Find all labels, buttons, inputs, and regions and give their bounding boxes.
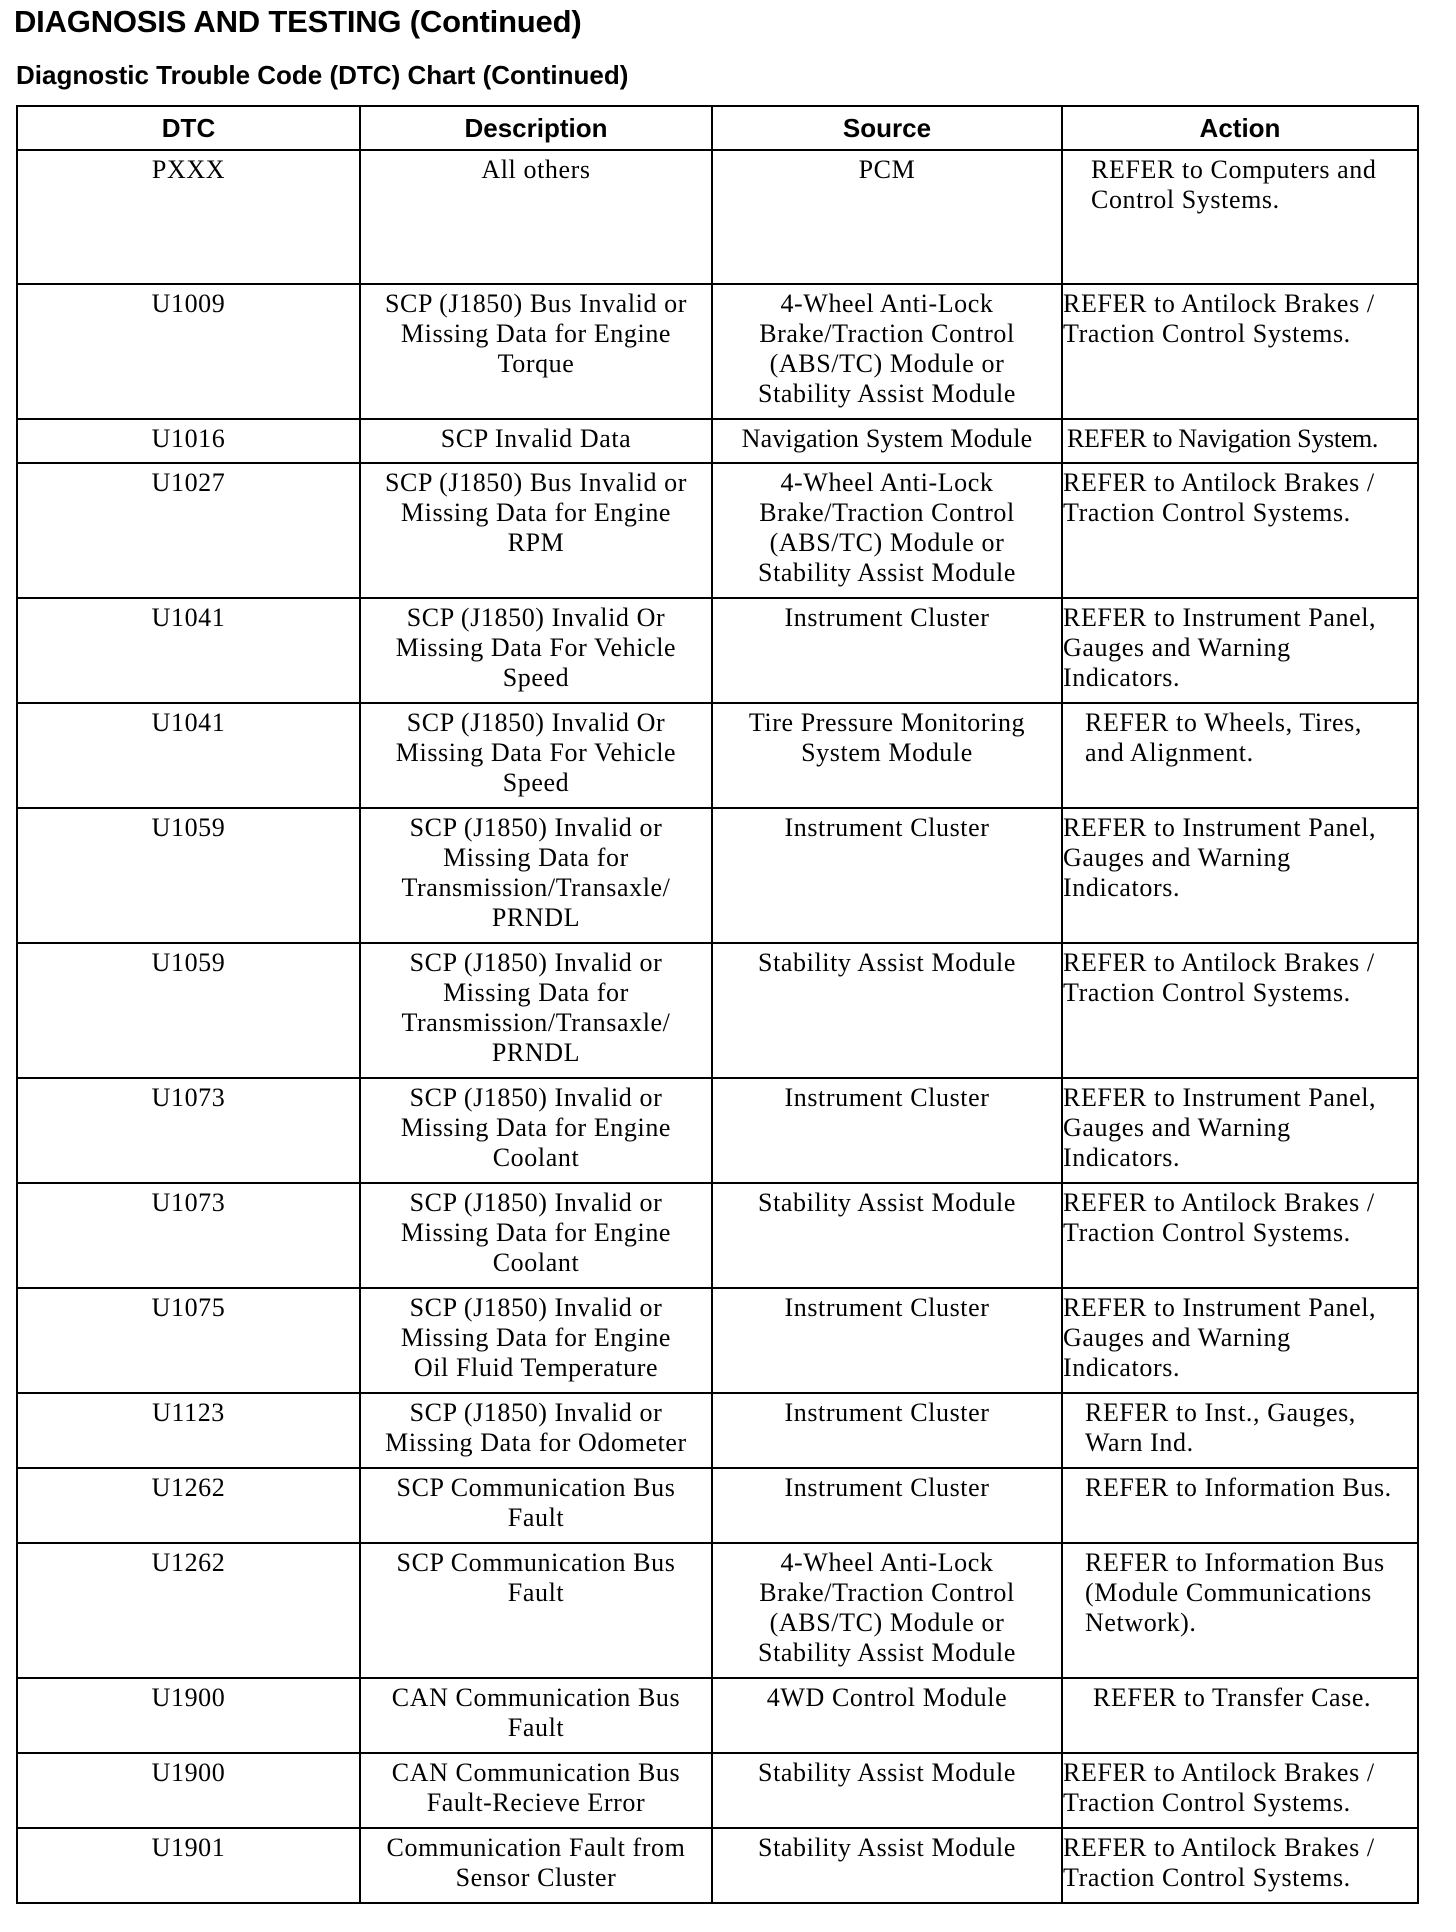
description-cell: SCP (J1850) Invalid or Missing Data for Engine Coolant	[360, 1078, 712, 1183]
action-cell: REFER to Information Bus.	[1062, 1468, 1418, 1543]
action-cell: REFER to Navigation System.	[1062, 419, 1418, 463]
dtc-cell: U1041	[17, 598, 360, 703]
table-row	[17, 150, 1418, 284]
description-cell: Communication Fault from Sensor Cluster	[360, 1828, 712, 1903]
table-row	[17, 1753, 1418, 1828]
page-heading: DIAGNOSIS AND TESTING (Continued)	[14, 4, 582, 39]
action-cell: REFER to Computers and Control Systems.	[1062, 150, 1418, 284]
action-cell: REFER to Antilock Brakes / Traction Control Systems.	[1062, 1828, 1418, 1903]
description-cell: SCP (J1850) Bus Invalid or Missing Data for Engine Torque	[360, 284, 712, 419]
description-cell: SCP (J1850) Invalid or Missing Data for Odometer	[360, 1393, 712, 1468]
action-cell: REFER to Antilock Brakes / Traction Control Systems.	[1062, 1183, 1418, 1288]
action-cell: REFER to Instrument Panel, Gauges and Warning Indicators.	[1062, 808, 1418, 943]
table-row	[17, 1288, 1418, 1393]
description-cell: CAN Communication Bus Fault-Recieve Error	[360, 1753, 712, 1828]
dtc-cell: U1123	[17, 1393, 360, 1468]
dtc-cell: U1901	[17, 1828, 360, 1903]
table-row	[17, 1183, 1418, 1288]
action-cell: REFER to Antilock Brakes / Traction Control Systems.	[1062, 1753, 1418, 1828]
description-cell: SCP (J1850) Bus Invalid or Missing Data for Engine RPM	[360, 463, 712, 598]
source-cell: 4-Wheel Anti-Lock Brake/Traction Control (ABS/TC) Module or Stability Assist Module	[712, 1543, 1062, 1678]
table-row	[17, 1828, 1418, 1903]
description-cell: SCP Communication Bus Fault	[360, 1468, 712, 1543]
description-cell: SCP Communication Bus Fault	[360, 1543, 712, 1678]
column-header-action: Action	[1062, 106, 1418, 150]
table-row	[17, 284, 1418, 419]
source-cell: Instrument Cluster	[712, 1288, 1062, 1393]
dtc-cell: U1073	[17, 1183, 360, 1288]
column-header-description: Description	[360, 106, 712, 150]
dtc-cell: U1900	[17, 1753, 360, 1828]
source-cell: Stability Assist Module	[712, 1183, 1062, 1288]
chart-title: Diagnostic Trouble Code (DTC) Chart (Continued)	[16, 60, 629, 90]
table-row	[17, 598, 1418, 703]
action-cell: REFER to Antilock Brakes / Traction Control Systems.	[1062, 943, 1418, 1078]
action-cell: REFER to Antilock Brakes / Traction Control Systems.	[1062, 284, 1418, 419]
dtc-cell: U1016	[17, 419, 360, 463]
source-cell: 4-Wheel Anti-Lock Brake/Traction Control (ABS/TC) Module or Stability Assist Module	[712, 284, 1062, 419]
source-cell: Stability Assist Module	[712, 1828, 1062, 1903]
source-cell: 4WD Control Module	[712, 1678, 1062, 1753]
source-cell: Instrument Cluster	[712, 808, 1062, 943]
dtc-cell: U1075	[17, 1288, 360, 1393]
table-row	[17, 1678, 1418, 1753]
dtc-cell: U1262	[17, 1468, 360, 1543]
action-cell: REFER to Information Bus (Module Communications Network).	[1062, 1543, 1418, 1678]
table-row	[17, 419, 1418, 463]
source-cell: Instrument Cluster	[712, 1468, 1062, 1543]
source-cell: Navigation System Module	[712, 419, 1062, 463]
table-row	[17, 1078, 1418, 1183]
description-cell: SCP (J1850) Invalid or Missing Data for Transmission/Transaxle/ PRNDL	[360, 943, 712, 1078]
dtc-cell: U1900	[17, 1678, 360, 1753]
table-row	[17, 463, 1418, 598]
column-header-dtc: DTC	[17, 106, 360, 150]
description-cell: SCP (J1850) Invalid or Missing Data for Engine Coolant	[360, 1183, 712, 1288]
dtc-cell: U1262	[17, 1543, 360, 1678]
source-cell: 4-Wheel Anti-Lock Brake/Traction Control (ABS/TC) Module or Stability Assist Module	[712, 463, 1062, 598]
dtc-cell: U1041	[17, 703, 360, 808]
description-cell: CAN Communication Bus Fault	[360, 1678, 712, 1753]
action-cell: REFER to Inst., Gauges, Warn Ind.	[1062, 1393, 1418, 1468]
source-cell: Tire Pressure Monitoring System Module	[712, 703, 1062, 808]
description-cell: All others	[360, 150, 712, 284]
action-cell: REFER to Instrument Panel, Gauges and Warning Indicators.	[1062, 1288, 1418, 1393]
dtc-cell: U1059	[17, 943, 360, 1078]
action-cell: REFER to Antilock Brakes / Traction Control Systems.	[1062, 463, 1418, 598]
source-cell: PCM	[712, 150, 1062, 284]
action-cell: REFER to Instrument Panel, Gauges and Warning Indicators.	[1062, 1078, 1418, 1183]
description-cell: SCP (J1850) Invalid Or Missing Data For Vehicle Speed	[360, 703, 712, 808]
column-header-source: Source	[712, 106, 1062, 150]
table-header-row	[17, 106, 1418, 150]
dtc-cell: U1059	[17, 808, 360, 943]
dtc-cell: U1027	[17, 463, 360, 598]
description-cell: SCP (J1850) Invalid or Missing Data for Transmission/Transaxle/ PRNDL	[360, 808, 712, 943]
description-cell: SCP Invalid Data	[360, 419, 712, 463]
dtc-cell: U1073	[17, 1078, 360, 1183]
source-cell: Stability Assist Module	[712, 943, 1062, 1078]
description-cell: SCP (J1850) Invalid Or Missing Data For Vehicle Speed	[360, 598, 712, 703]
source-cell: Instrument Cluster	[712, 598, 1062, 703]
action-cell: REFER to Instrument Panel, Gauges and Warning Indicators.	[1062, 598, 1418, 703]
action-cell: REFER to Transfer Case.	[1062, 1678, 1418, 1753]
dtc-cell: PXXX	[17, 150, 360, 284]
source-cell: Stability Assist Module	[712, 1753, 1062, 1828]
table-row	[17, 703, 1418, 808]
action-cell: REFER to Wheels, Tires, and Alignment.	[1062, 703, 1418, 808]
table-row	[17, 808, 1418, 943]
source-cell: Instrument Cluster	[712, 1078, 1062, 1183]
table-row	[17, 943, 1418, 1078]
description-cell: SCP (J1850) Invalid or Missing Data for Engine Oil Fluid Temperature	[360, 1288, 712, 1393]
table-row	[17, 1393, 1418, 1468]
source-cell: Instrument Cluster	[712, 1393, 1062, 1468]
table-row	[17, 1543, 1418, 1678]
dtc-cell: U1009	[17, 284, 360, 419]
table-row	[17, 1468, 1418, 1543]
dtc-table	[16, 105, 1419, 1904]
